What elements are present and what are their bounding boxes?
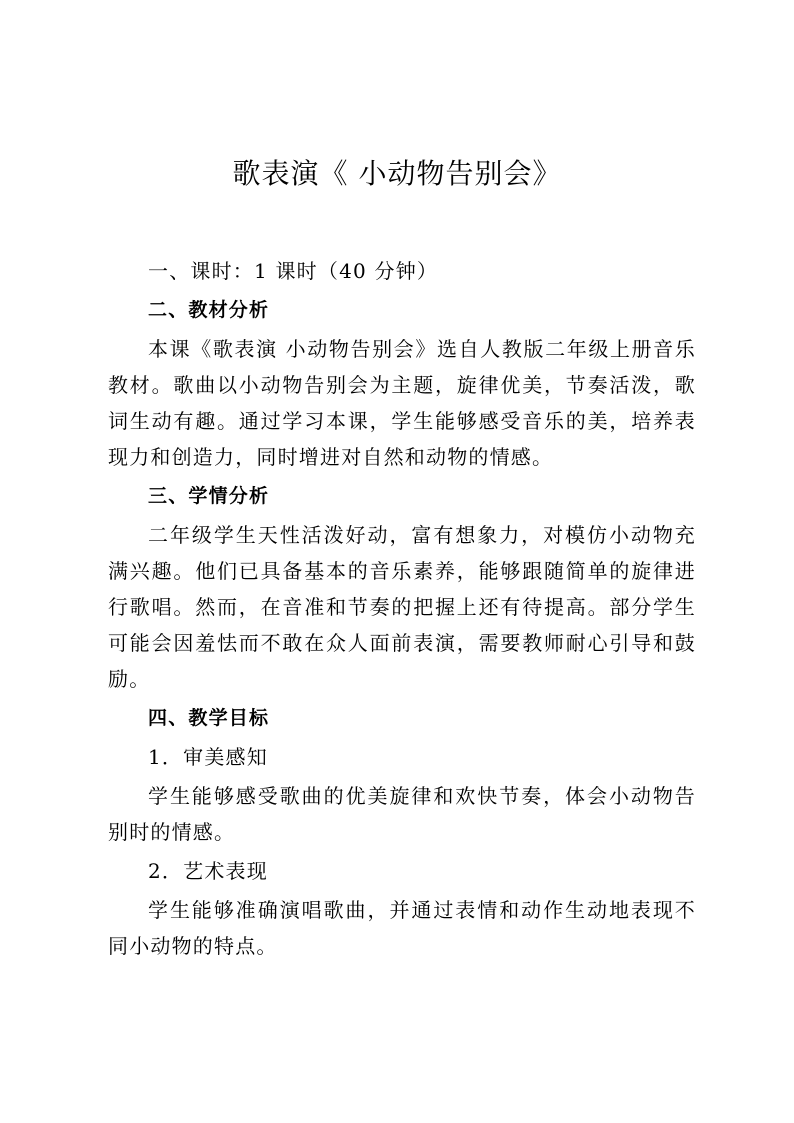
goal-paragraph-artistic-expression: 学生能够准确演唱歌曲，并通过表情和动作生动地表现不同小动物的特点。 [108, 898, 696, 958]
section-heading-teaching-goals: 四、教学目标 [148, 707, 270, 729]
goal-paragraph-aesthetic-perception: 学生能够感受歌曲的优美旋律和欢快节奏，体会小动物告别时的情感。 [108, 784, 696, 844]
student-analysis-paragraph: 二年级学生天性活泼好动，富有想象力，对模仿小动物充满兴趣。他们已具备基本的音乐素养，能够跟随简单的旋律进行歌唱。然而，在音准和节奏的把握上还有待提高。部分学生可能会因羞怯而不敢在众人面前表演，需要教师耐心引导和鼓励。 [108, 523, 696, 691]
document-body [108, 253, 696, 967]
class-hours-line: 一、课时：1 课时（40 分钟） [148, 259, 439, 283]
goal-subheading-aesthetic-perception: 1．审美感知 [148, 745, 268, 769]
section-heading-student-analysis: 三、学情分析 [148, 485, 270, 507]
document-title: 歌表演《 小动物告别会》 [232, 157, 562, 190]
textbook-analysis-paragraph: 本课《歌表演 小动物告别会》选自人教版二年级上册音乐教材。歌曲以小动物告别会为主题，旋律优美，节奏活泼，歌词生动有趣。通过学习本课，学生能够感受音乐的美，培养表现力和创造力，同时增进对自然和动物的情感。 [108, 337, 696, 469]
goal-subheading-artistic-expression: 2．艺术表现 [148, 859, 268, 883]
section-heading-textbook-analysis: 二、教材分析 [148, 299, 270, 321]
